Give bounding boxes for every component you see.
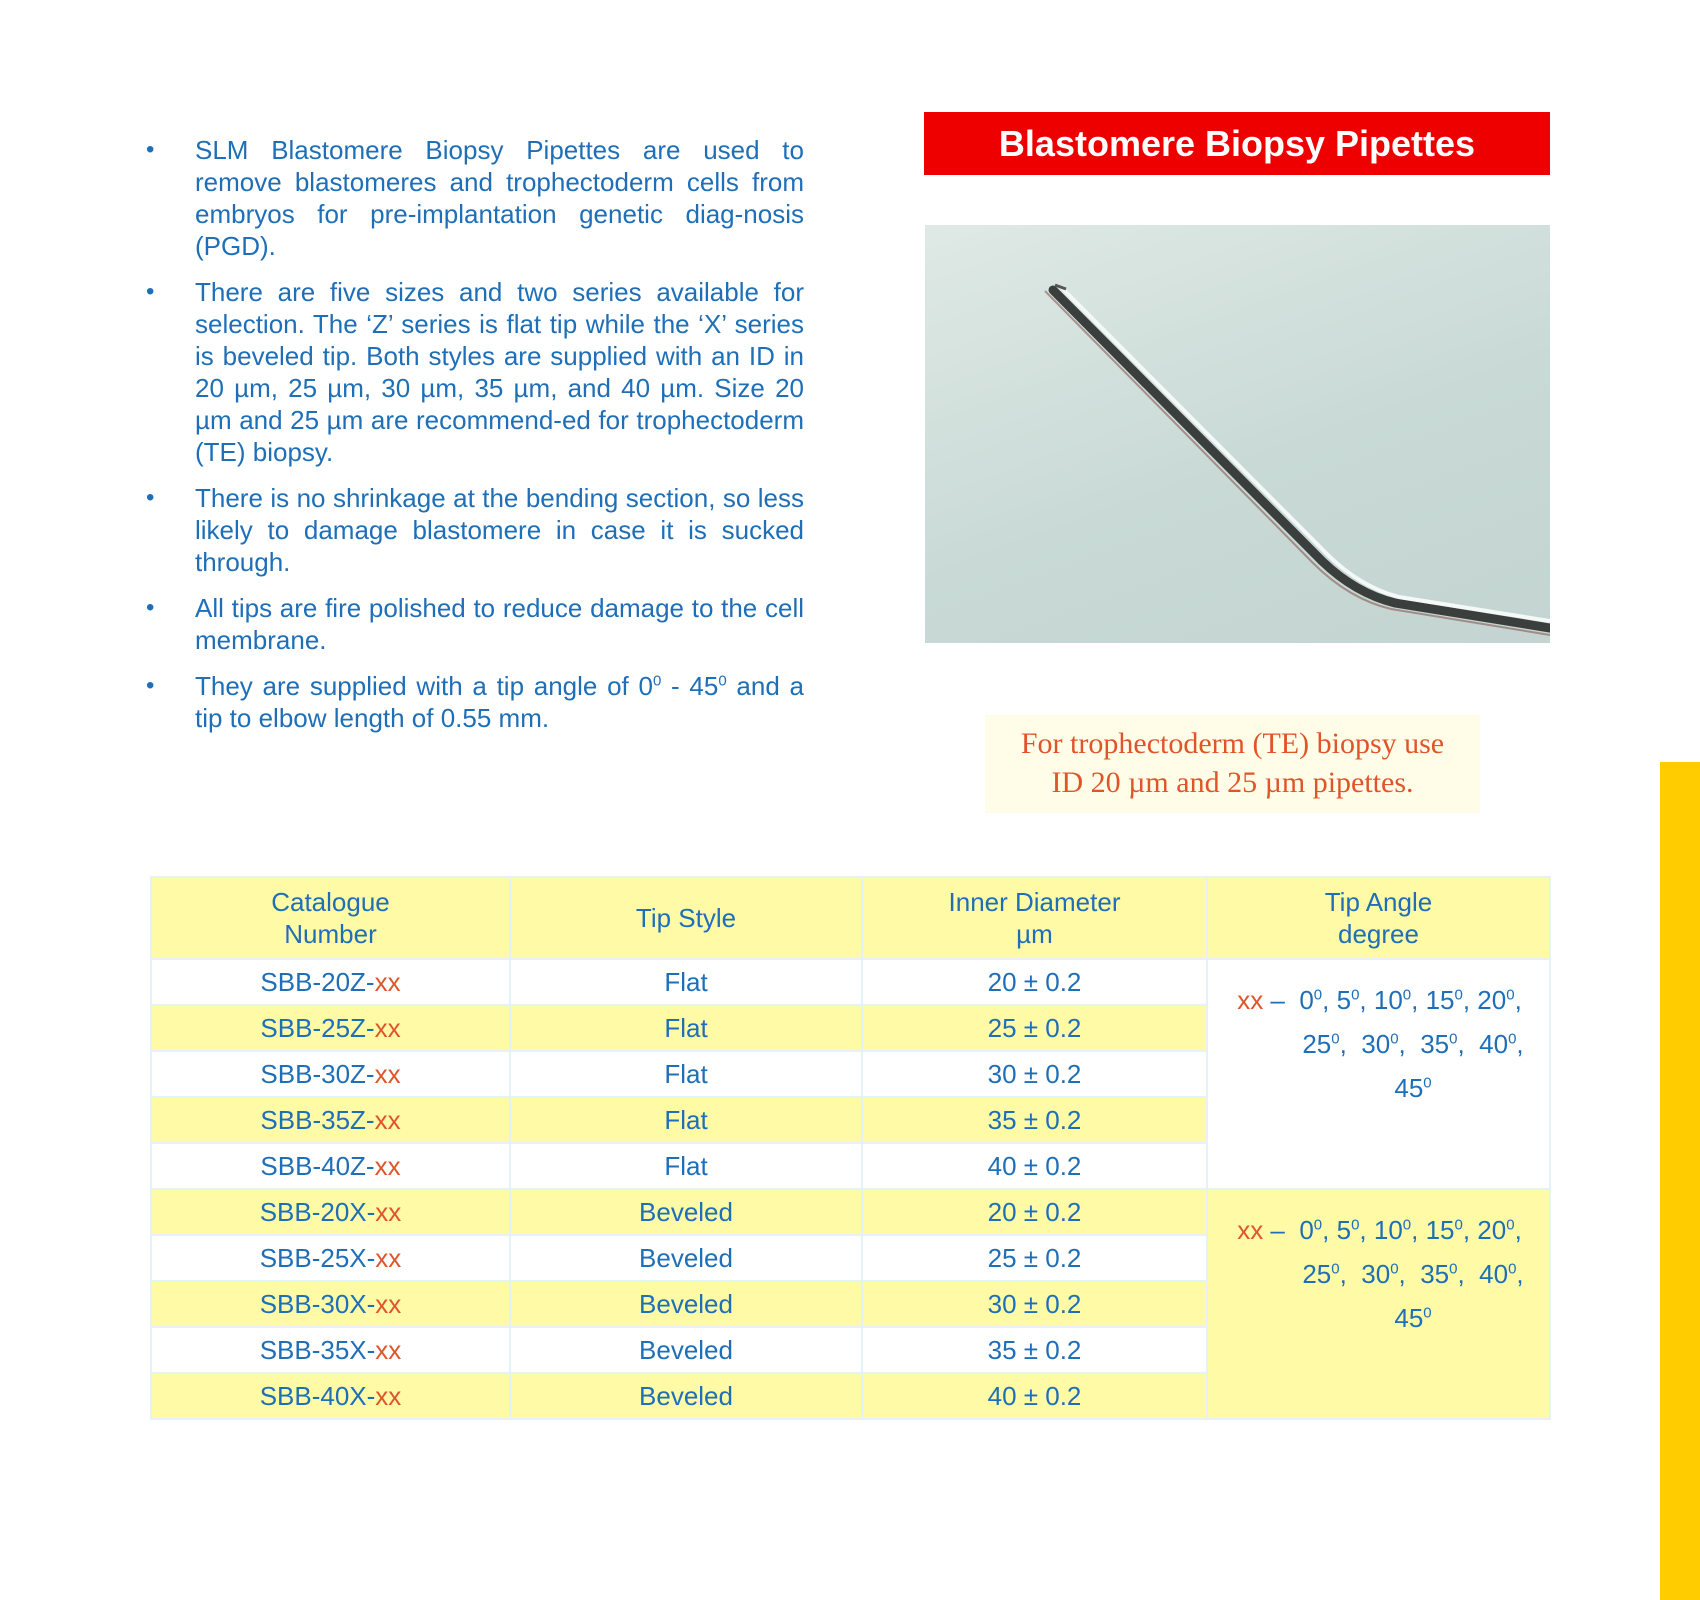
tip-style-cell: Beveled xyxy=(510,1373,862,1419)
pipette-photo xyxy=(925,225,1550,643)
angle-prefix: xx xyxy=(1237,985,1264,1015)
note-line: ID 20 µm and 25 µm pipettes. xyxy=(1051,766,1414,799)
tip-style-cell: Flat xyxy=(510,1005,862,1051)
degree-superscript: 0 xyxy=(1331,1030,1340,1048)
degree-superscript: 0 xyxy=(1390,1030,1399,1048)
bullet-text: There is no shrinkage at the bending section, so less likely to damage blastomere in case it is sucked through. xyxy=(195,483,804,577)
degree-superscript: 0 xyxy=(1351,1216,1360,1234)
header-catalogue-number xyxy=(151,877,510,959)
catalogue-suffix: xx xyxy=(375,1335,402,1365)
angle-value: 40 xyxy=(1479,1029,1509,1059)
catalogue-code: SBB-30Z- xyxy=(260,1059,375,1089)
inner-diameter-cell: 20 ± 0.2 xyxy=(862,1189,1207,1235)
tip-style-cell: Flat xyxy=(510,1143,862,1189)
inner-diameter-cell: 35 ± 0.2 xyxy=(862,1327,1207,1373)
catalogue-number-cell xyxy=(151,1327,510,1373)
catalogue-code: SBB-40X- xyxy=(259,1381,376,1411)
angle-value: 15 xyxy=(1425,1215,1455,1245)
angle-value: 45 xyxy=(1394,1303,1424,1333)
bullet-text: There are five sizes and two series available for selection. The ‘Z’ series is flat tip while the ‘X’ series is beveled tip. Both styles are supplied with an ID in 20 µm, 25 µm, 30 µm, 35 µm, and 40 µm. Size 20 µm and 25 µm are recommend-ed for trophectoderm (TE) biopsy. xyxy=(195,277,804,467)
catalogue-number-cell xyxy=(151,1051,510,1097)
bullet-text-tip-angle xyxy=(195,671,804,733)
bullet-text: SLM Blastomere Biopsy Pipettes are used to remove blastomeres and trophectoderm cells from embryos for pre-implantation genetic diag-nosis (PGD). xyxy=(195,135,804,261)
tip-style-cell: Beveled xyxy=(510,1235,862,1281)
catalogue-suffix: xx xyxy=(375,1243,402,1273)
angle-value: 35 xyxy=(1420,1259,1450,1289)
header-text: µm xyxy=(1016,919,1053,949)
tip-angle-list: xx – $0^0$, $5^0$, $10^0$, $15^0$, $20^0$, $25^0$, $30^0$, $35^0$, $40^0$, $45^0$ xyxy=(1237,985,1524,1103)
catalogue-suffix: xx xyxy=(374,1105,401,1135)
catalogue-number-cell xyxy=(151,1373,510,1419)
catalogue-suffix: xx xyxy=(374,1013,401,1043)
catalogue-suffix: xx xyxy=(374,1151,401,1181)
catalogue-suffix: xx xyxy=(374,1059,401,1089)
bullet-item xyxy=(140,482,804,578)
degree-superscript: 0 xyxy=(1454,1216,1463,1234)
bullet-item xyxy=(140,670,804,734)
bullet-icon: • xyxy=(146,278,155,305)
bullet-text-part: and a tip to elbow length of 0.55 mm. xyxy=(195,671,804,733)
inner-diameter-cell: 40 ± 0.2 xyxy=(862,1143,1207,1189)
catalogue-suffix: xx xyxy=(375,1289,402,1319)
angle-value: 40 xyxy=(1479,1259,1509,1289)
header-text: Tip Angle xyxy=(1324,887,1433,917)
angle-value: 30 xyxy=(1361,1029,1391,1059)
bullet-item xyxy=(140,276,804,468)
degree-superscript: 0 xyxy=(1506,986,1515,1004)
catalogue-number-cell xyxy=(151,1281,510,1327)
angle-prefix: xx xyxy=(1237,1215,1264,1245)
page-title: Blastomere Biopsy Pipettes xyxy=(924,112,1550,175)
catalogue-code: SBB-20Z- xyxy=(260,967,375,997)
note-line: For trophectoderm (TE) biopsy use xyxy=(1020,727,1445,760)
te-biopsy-note xyxy=(985,715,1480,813)
header-text: Inner Diameter xyxy=(948,887,1121,917)
angle-value: 10 xyxy=(1373,985,1403,1015)
angle-value: 0 xyxy=(1299,985,1314,1015)
tip-style-cell: Flat xyxy=(510,1097,862,1143)
degree-superscript: 0 xyxy=(718,672,727,690)
degree-superscript: 0 xyxy=(1402,986,1412,1004)
catalogue-number-cell xyxy=(151,1143,510,1189)
angle-dash: – xyxy=(1263,1215,1300,1245)
degree-superscript: 0 xyxy=(1423,1074,1432,1092)
angle-value: 20 xyxy=(1477,985,1507,1015)
header-inner-diameter xyxy=(862,877,1207,959)
degree-superscript: 0 xyxy=(1454,986,1463,1004)
catalogue-number-cell xyxy=(151,959,510,1005)
bullet-text: All tips are fire polished to reduce damage to the cell membrane. xyxy=(195,593,804,655)
inner-diameter-cell: 30 ± 0.2 xyxy=(862,1281,1207,1327)
catalogue-code: SBB-35X- xyxy=(259,1335,376,1365)
degree-superscript: 0 xyxy=(652,672,662,690)
angle-dash: – xyxy=(1263,985,1300,1015)
degree-superscript: 0 xyxy=(1508,1030,1517,1048)
degree-superscript: 0 xyxy=(1313,986,1323,1004)
header-tip-style: Tip Style xyxy=(510,877,862,959)
header-text: Number xyxy=(284,919,377,949)
tip-angle-list: xx – $0^0$, $5^0$, $10^0$, $15^0$, $20^0$, $25^0$, $30^0$, $35^0$, $40^0$, $45^0$ xyxy=(1237,1215,1524,1333)
angle-value: 5 xyxy=(1336,1215,1352,1245)
bullet-icon: • xyxy=(146,136,155,163)
angle-value: 25 xyxy=(1302,1029,1332,1059)
catalogue-number-cell xyxy=(151,1235,510,1281)
catalogue-suffix: xx xyxy=(375,1197,402,1227)
inner-diameter-cell: 25 ± 0.2 xyxy=(862,1005,1207,1051)
angle-value: 25 xyxy=(1302,1259,1332,1289)
bullet-icon: • xyxy=(146,672,155,699)
tip-style-cell: Beveled xyxy=(510,1281,862,1327)
degree-superscript: 0 xyxy=(1508,1260,1517,1278)
angle-value: 0 xyxy=(1299,1215,1314,1245)
tip-style-cell: Beveled xyxy=(510,1189,862,1235)
inner-diameter-cell: 35 ± 0.2 xyxy=(862,1097,1207,1143)
degree-superscript: 0 xyxy=(1402,1216,1412,1234)
side-accent-bar xyxy=(1660,762,1700,1600)
catalogue-number-cell xyxy=(151,1005,510,1051)
inner-diameter-cell: 30 ± 0.2 xyxy=(862,1051,1207,1097)
degree-superscript: 0 xyxy=(1506,1216,1515,1234)
angle-value: 15 xyxy=(1425,985,1455,1015)
degree-superscript: 0 xyxy=(1390,1260,1399,1278)
catalogue-code: SBB-25X- xyxy=(259,1243,376,1273)
degree-superscript: 0 xyxy=(1313,1216,1323,1234)
degree-superscript: 0 xyxy=(1423,1304,1432,1322)
catalogue-number-cell xyxy=(151,1189,510,1235)
catalogue-code: SBB-40Z- xyxy=(260,1151,375,1181)
angle-value: 45 xyxy=(1394,1073,1424,1103)
bullet-text-part: - 45 xyxy=(661,671,719,701)
degree-superscript: 0 xyxy=(1449,1260,1458,1278)
bullet-item xyxy=(140,134,804,262)
catalogue-code: SBB-25Z- xyxy=(260,1013,375,1043)
header-text: Catalogue xyxy=(271,887,390,917)
inner-diameter-cell: 25 ± 0.2 xyxy=(862,1235,1207,1281)
catalogue-number-cell xyxy=(151,1097,510,1143)
header-text: degree xyxy=(1338,919,1419,949)
angle-value: 20 xyxy=(1477,1215,1507,1245)
catalogue-code: SBB-20X- xyxy=(259,1197,376,1227)
table-header-row xyxy=(151,877,1550,959)
catalogue-code: SBB-35Z- xyxy=(260,1105,375,1135)
table-row xyxy=(151,1189,1550,1235)
angle-value: 5 xyxy=(1336,985,1352,1015)
pipette-image-icon xyxy=(925,225,1550,643)
bullet-text-part: They are supplied with a tip angle of 0 xyxy=(195,671,653,701)
degree-superscript: 0 xyxy=(1351,986,1360,1004)
degree-superscript: 0 xyxy=(1449,1030,1458,1048)
tip-style-cell: Beveled xyxy=(510,1327,862,1373)
bullet-icon: • xyxy=(146,484,155,511)
tip-angle-cell xyxy=(1207,1189,1550,1419)
degree-superscript: 0 xyxy=(1331,1260,1340,1278)
inner-diameter-cell: 40 ± 0.2 xyxy=(862,1373,1207,1419)
angle-value: 10 xyxy=(1373,1215,1403,1245)
inner-diameter-cell: 20 ± 0.2 xyxy=(862,959,1207,1005)
catalogue-code: SBB-30X- xyxy=(259,1289,376,1319)
catalogue-suffix: xx xyxy=(374,967,401,997)
catalogue-suffix: xx xyxy=(375,1381,402,1411)
angle-value: 30 xyxy=(1361,1259,1391,1289)
feature-list xyxy=(140,134,804,748)
tip-style-cell: Flat xyxy=(510,1051,862,1097)
angle-value: 35 xyxy=(1420,1029,1450,1059)
table-row xyxy=(151,959,1550,1005)
catalog-table xyxy=(150,876,1551,1420)
header-tip-angle xyxy=(1207,877,1550,959)
tip-style-cell: Flat xyxy=(510,959,862,1005)
bullet-icon: • xyxy=(146,594,155,621)
bullet-item xyxy=(140,592,804,656)
tip-angle-cell xyxy=(1207,959,1550,1189)
